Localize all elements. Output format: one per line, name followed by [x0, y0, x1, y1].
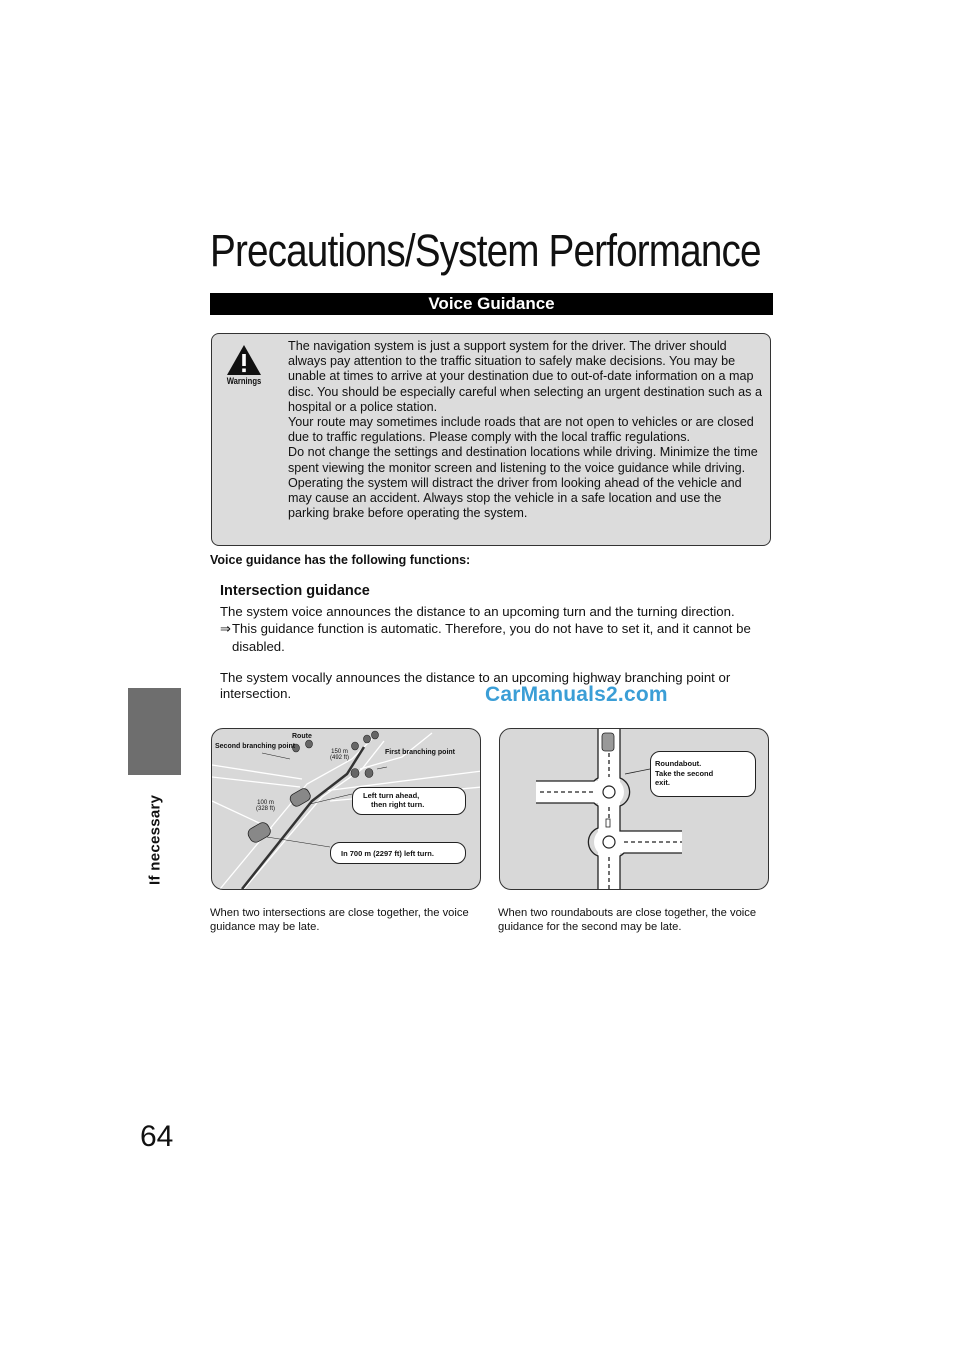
figure-roundabouts: [499, 728, 769, 890]
subheading-intersection: Intersection guidance: [220, 583, 370, 599]
watermark: CarManuals2.com: [485, 683, 668, 706]
arrow-right-icon: ⇒: [220, 620, 232, 636]
first-branch-label: First branching point: [385, 749, 455, 756]
page-number: 64: [140, 1120, 174, 1153]
note-line: [220, 621, 780, 638]
warning-text: [288, 339, 762, 521]
page-title: Precautions/System Performance: [210, 225, 761, 276]
warning-icon: [226, 344, 262, 376]
warning-paragraph: The navigation system is just a support system for the driver. The driver should always pay attention to the traffic situation to safely make decisions. You may be unable at times to arrive at your destination due to out-of-date information on a map disc. You should be especially careful when selecting an urgent destination such as a hospital or a police station.: [288, 339, 762, 414]
second-branch-label: Second branching point: [215, 743, 296, 750]
warning-box: [211, 333, 771, 546]
speech-bubble: In 700 m (2297 ft) left turn.: [330, 842, 466, 864]
car-icon: [602, 733, 614, 751]
speech-bubble: Left turn ahead, then right turn.: [352, 787, 466, 815]
side-tab: [128, 688, 181, 775]
warning-paragraph: Do not change the settings and destination locations while driving. Minimize the time spent viewing the monitor screen and listening to the voice guidance while driving. Operating the system will distract the driver from looking ahead of the vehicle and may cause an accident. Always stop the vehicle in a safe location and use the parking brake before operating the system.: [288, 445, 758, 521]
note-text-cont: disabled.: [232, 639, 285, 654]
note-text: This guidance function is automatic. Therefore, you do not have to set it, and it cannot be: [232, 620, 751, 636]
caption-roundabouts: When two roundabouts are close together, the voice guidance for the second may be late.: [498, 907, 757, 933]
route-label: Route: [292, 733, 312, 740]
car-icon: [246, 787, 312, 845]
speech-bubble: Roundabout. Take the second exit.: [650, 751, 756, 797]
body-line: The system voice announces the distance to an upcoming turn and the turning direction.: [220, 604, 735, 619]
distance-150-label: 150 m (492 ft): [330, 749, 350, 761]
body-line: The system vocally announces the distance to an upcoming highway branching point or intersection.: [220, 669, 731, 701]
intro-text: Voice guidance has the following functions:: [210, 553, 471, 567]
distance-100-label: 100 m (328 ft): [256, 800, 276, 812]
section-heading: Voice Guidance: [210, 293, 773, 315]
side-tab-label: If necessary: [146, 794, 164, 886]
figure-intersections: [211, 728, 481, 890]
caption-intersections: When two intersections are close together, the voice guidance may be late.: [210, 907, 469, 933]
warning-label: Warnings: [226, 376, 262, 386]
warning-paragraph: Your route may sometimes include roads that are not open to vehicles or are closed due to traffic regulations. Please comply with the local traffic regulations.: [288, 415, 754, 445]
